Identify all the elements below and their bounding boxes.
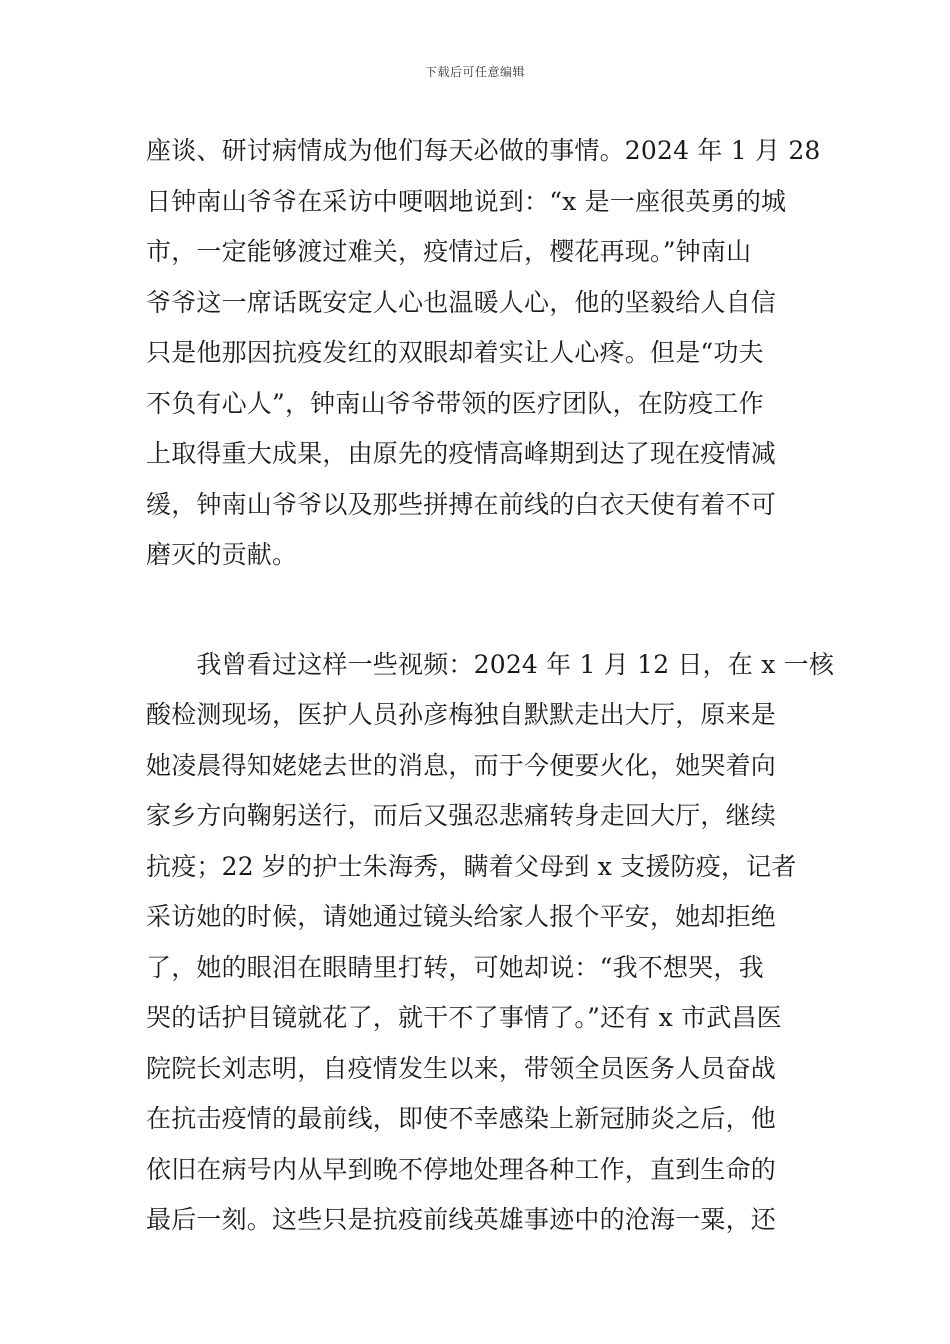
text-line: 磨灭的贡献。 (146, 540, 298, 569)
text-line: 哭的话护目镜就花了，就干不了事情了。”还有 x 市武昌医 (146, 1003, 782, 1032)
text-line: 日钟南山爷爷在采访中哽咽地说到：“x 是一座很英勇的城 (146, 186, 787, 216)
text-line: 院院长刘志明，自疫情发生以来，带领全员医务人员奋战 (146, 1053, 777, 1083)
text-line: 缓，钟南山爷爷以及那些拼搏在前线的白衣天使有着不可 (146, 489, 777, 519)
text-line: 采访她的时候，请她通过镜头给家人报个平安，她却拒绝 (146, 902, 777, 931)
paragraph-spacer (146, 581, 806, 640)
text-line: 了，她的眼泪在眼睛里打转，可她却说：“我不想哭，我 (146, 952, 764, 982)
text-line: 市，一定能够渡过难关，疫情过后，樱花再现。”钟南山 (146, 237, 752, 266)
text-line: 最后一刻。这些只是抗疫前线英雄事迹中的沧海一粟，还 (146, 1205, 777, 1234)
text-line: 我曾看过这样一些视频：2024 年 1 月 12 日，在 x 一核 (146, 649, 835, 679)
text-line: 爷爷这一席话既安定人心也温暖人心，他的坚毅给人自信 (146, 287, 777, 317)
paragraph-1 (146, 126, 821, 581)
text-line: 家乡方向鞠躬送行，而后又强忍悲痛转身走回大厅，继续 (146, 801, 777, 830)
text-line: 依旧在病号内从早到晚不停地处理各种工作，直到生命的 (146, 1154, 777, 1184)
text-line: 不负有心人”，钟南山爷爷带领的医疗团队，在防疫工作 (146, 388, 764, 418)
text-line: 在抗击疫情的最前线，即使不幸感染上新冠肺炎之后，他 (146, 1104, 777, 1133)
text-line: 她凌晨得知姥姥去世的消息，而于今便要火化，她哭着向 (146, 750, 777, 780)
text-line: 只是他那因抗疫发红的双眼却着实让人心疼。但是“功夫 (146, 338, 764, 367)
document-body (146, 126, 835, 1246)
text-line: 上取得重大成果，由原先的疫情高峰期到达了现在疫情减 (146, 439, 777, 468)
text-line: 座谈、研讨病情成为他们每天必做的事情。2024 年 1 月 28 (146, 136, 821, 165)
text-line: 抗疫；22 岁的护士朱海秀，瞒着父母到 x 支援防疫，记者 (146, 851, 797, 881)
paragraph-2 (146, 640, 835, 1246)
text-line: 酸检测现场，医护人员孙彦梅独自默默走出大厅，原来是 (146, 700, 777, 729)
page-header: 下载后可任意编辑 (424, 65, 525, 79)
